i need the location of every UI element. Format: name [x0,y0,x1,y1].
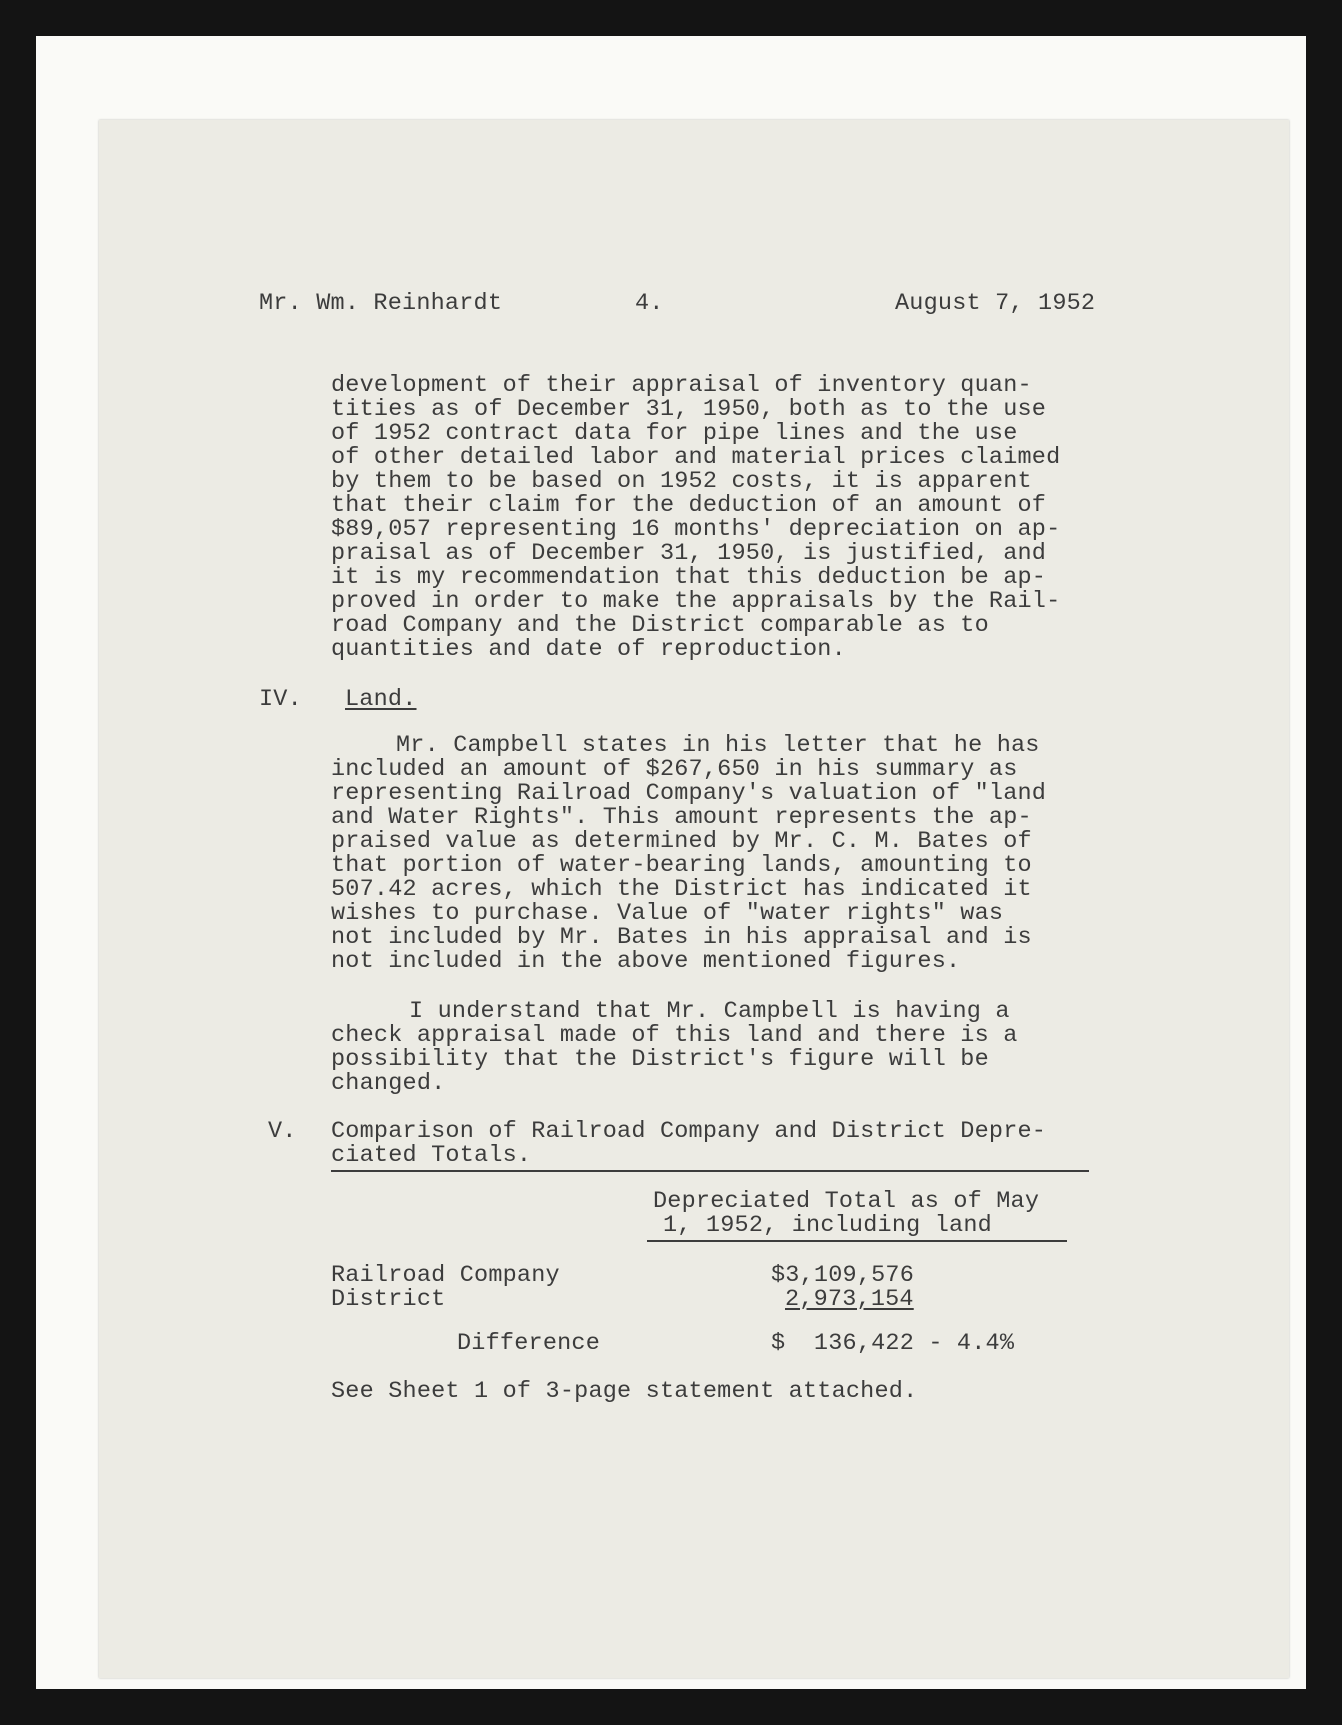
text-line: that their claim for the deduction of an amount of [331,492,1047,519]
difference-label: Difference [457,1330,601,1357]
row-label-district: District [331,1286,446,1313]
text-line: included an amount of $267,650 in his summary as [331,756,1018,783]
column-header-line: Depreciated Total as of May [653,1188,1040,1215]
row-value-railroad: $3,109,576 [771,1262,915,1289]
text-line: $89,057 representing 16 months' depreciation on ap- [331,516,1061,543]
text-line: of other detailed labor and material prices claimed [331,444,1061,471]
column-header-line: 1, 1952, including land [663,1212,992,1239]
text-line: wishes to purchase. Value of "water rights" was [331,900,1004,927]
text-line: quantities and date of reproduction. [331,636,846,663]
photo-mat [36,36,1306,1689]
text-line: praised value as determined by Mr. C. M. Bates of [331,828,1032,855]
section-iv-title: Land. [345,686,417,713]
text-line: by them to be based on 1952 costs, it is apparent [331,468,1032,495]
section-v-title-line: ciated Totals. [331,1142,532,1169]
section-v-numeral: V. [268,1118,297,1145]
page-number: 4. [635,290,664,317]
header-underline [647,1240,1067,1242]
text-line: it is my recommendation that this deduction be ap- [331,564,1047,591]
text-line: development of their appraisal of inventory quan- [331,372,1032,399]
text-line: proved in order to make the appraisals by the Rail- [331,588,1061,615]
text-line: possibility that the District's figure will be [331,1046,989,1073]
addressee: Mr. Wm. Reinhardt [259,290,503,317]
text-line: not included by Mr. Bates in his appraisal and is [331,924,1032,951]
section-v-title-line: Comparison of Railroad Company and District Depre- [331,1118,1047,1145]
text-line: changed. [331,1070,446,1097]
closing-note: See Sheet 1 of 3-page statement attached. [331,1378,918,1405]
text-line: representing Railroad Company's valuation of "land [331,780,1047,807]
text-line: road Company and the District comparable as to [331,612,989,639]
letter-date: August 7, 1952 [895,290,1096,317]
row-value-district: 2,973,154 [785,1286,914,1313]
text-line: praisal as of December 31, 1950, is justified, and [331,540,1047,567]
title-underline [331,1170,1089,1172]
text-line: Mr. Campbell states in his letter that he has [396,732,1040,759]
text-line: not included in the above mentioned figures. [331,948,961,975]
document-page [99,120,1289,1678]
section-iv-numeral: IV. [259,686,302,713]
row-label-railroad: Railroad Company [331,1262,560,1289]
text-line: tities as of December 31, 1950, both as to the use [331,396,1047,423]
text-line: 507.42 acres, which the District has indicated it [331,876,1032,903]
text-line: I understand that Mr. Campbell is having a [409,998,1010,1025]
text-line: check appraisal made of this land and there is a [331,1022,1018,1049]
text-line: that portion of water-bearing lands, amounting to [331,852,1032,879]
difference-value: $ 136,422 - 4.4% [771,1330,1015,1357]
text-line: and Water Rights". This amount represents the ap- [331,804,1032,831]
text-line: of 1952 contract data for pipe lines and the use [331,420,1018,447]
